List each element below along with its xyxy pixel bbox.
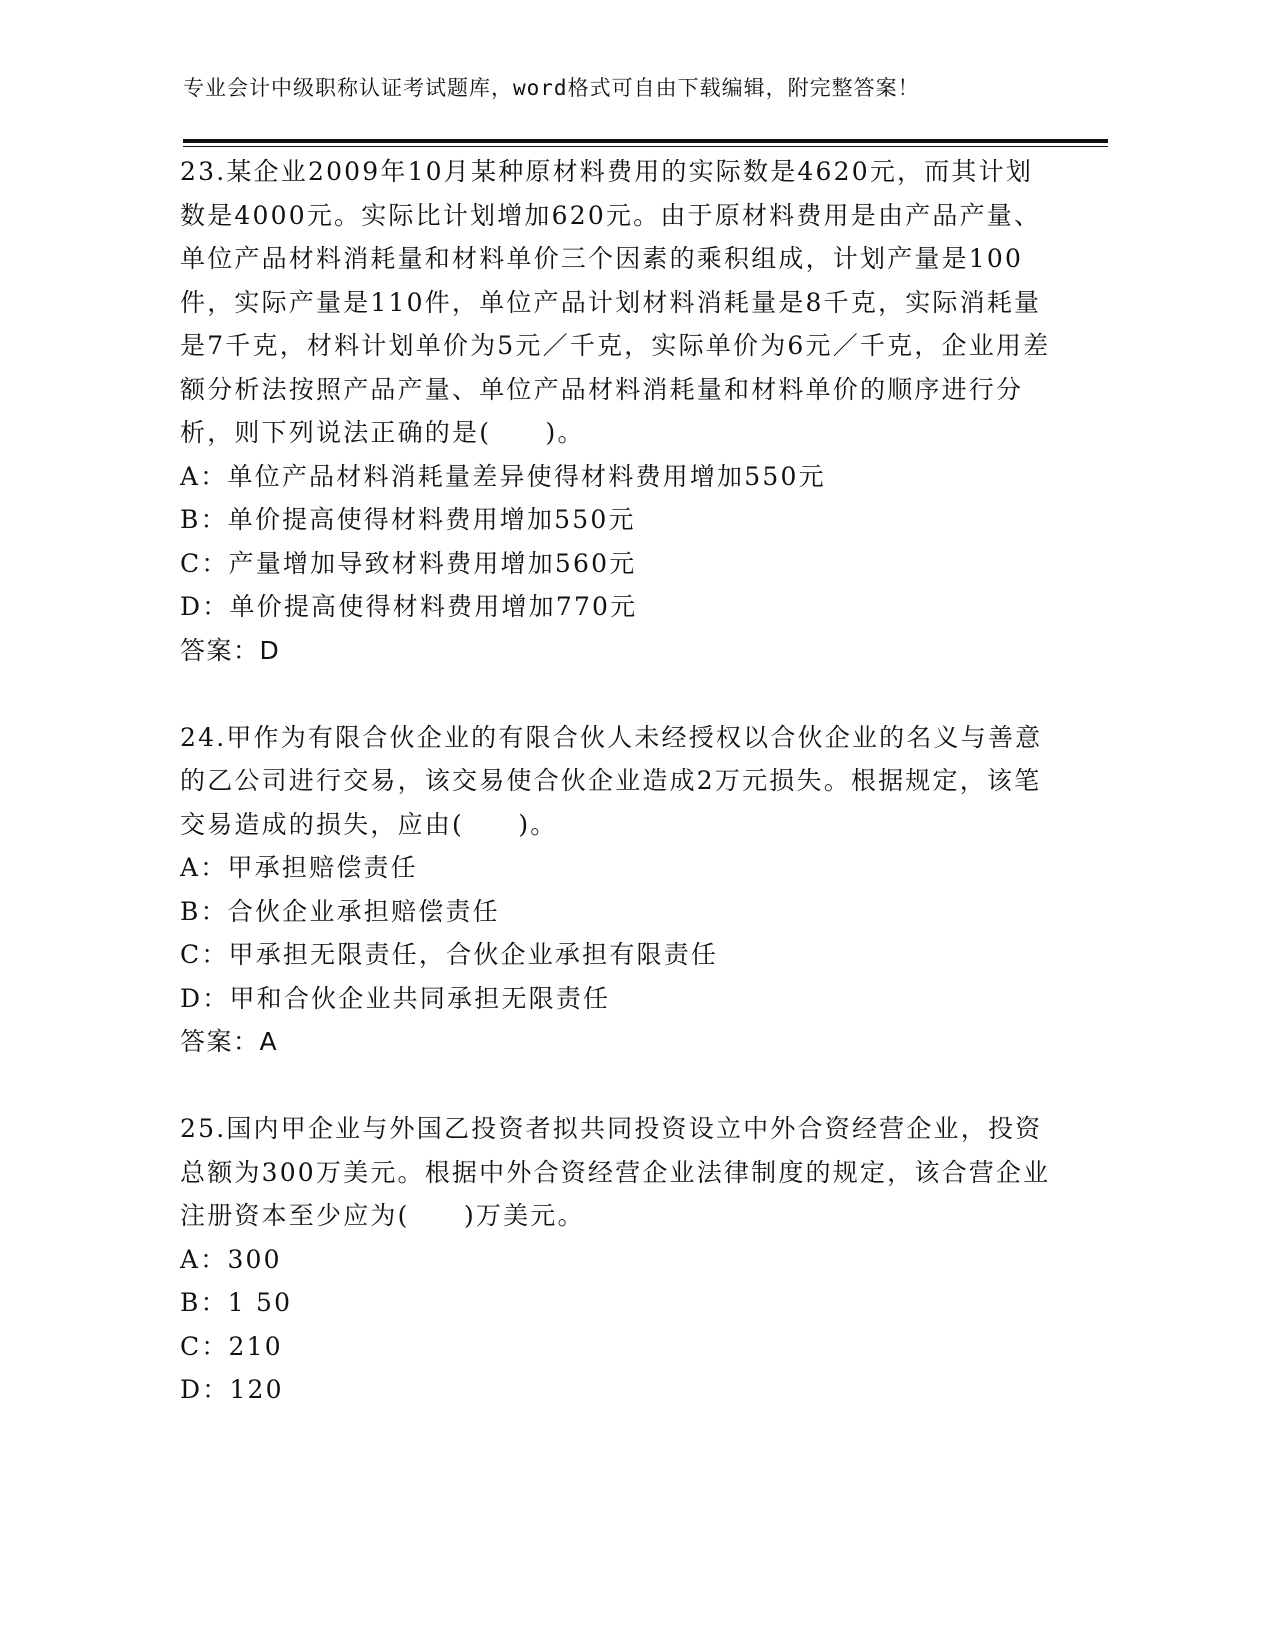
option-a: A：300 xyxy=(180,1244,282,1274)
question-spacer xyxy=(180,673,1060,716)
option-c: C：产量增加导致材料费用增加560元 xyxy=(180,548,637,578)
question-stem: 25.国内甲企业与外国乙投资者拟共同投资设立中外合资经营企业，投资总额为300万美元。根据中外合资经营企业法律制度的规定，该合营企业注册资本至少应为( )万美元。 xyxy=(180,1114,1051,1230)
answer-line: 答案：A xyxy=(180,1027,279,1056)
option-a: A：单位产品材料消耗量差异使得材料费用增加550元 xyxy=(180,461,826,491)
question-stem: 23.某企业2009年10月某种原材料费用的实际数是4620元，而其计划数是4000元。实际比计划增加620元。由于原材料费用是由产品产量、单位产品材料消耗量和材料单价三个因素的乘积组成，计划产量是100件，实际产量是110件，单位产品计划材料消耗量是8千克，实际消耗量是7千克，材料计划单价为5元／千克，实际单价为6元／千克，企业用差额分析法按照产品产量、单位产品材料消耗量和材料单价的顺序进行分析，则下列说法正确的是( )。 xyxy=(180,157,1051,447)
question-24 xyxy=(180,716,1060,1065)
option-a: A：甲承担赔偿责任 xyxy=(180,853,418,882)
answer-line: 答案：D xyxy=(180,635,281,665)
option-d: D：甲和合伙企业共同承担无限责任 xyxy=(180,983,611,1013)
option-c: C：甲承担无限责任，合伙企业承担有限责任 xyxy=(180,940,719,969)
header-divider-thin xyxy=(183,146,1108,147)
option-b: B：单价提高使得材料费用增加550元 xyxy=(180,505,636,534)
page-header: 专业会计中级职称认证考试题库，word格式可自由下载编辑，附完整答案！ xyxy=(183,76,920,100)
question-23 xyxy=(180,150,1060,673)
option-b: B：1 50 xyxy=(180,1288,293,1317)
option-c: C：210 xyxy=(180,1331,283,1361)
option-d: D：120 xyxy=(180,1375,284,1404)
option-d: D：单价提高使得材料费用增加770元 xyxy=(180,592,638,621)
question-spacer xyxy=(180,1064,1060,1107)
option-b: B：合伙企业承担赔偿责任 xyxy=(180,896,500,926)
header-divider-thick xyxy=(183,139,1108,143)
question-list xyxy=(180,150,1060,1412)
question-stem: 24.甲作为有限合伙企业的有限合伙人未经授权以合伙企业的名义与善意的乙公司进行交易，该交易使合伙企业造成2万元损失。根据规定，该笔交易造成的损失，应由( )。 xyxy=(180,722,1043,839)
question-25 xyxy=(180,1107,1060,1412)
